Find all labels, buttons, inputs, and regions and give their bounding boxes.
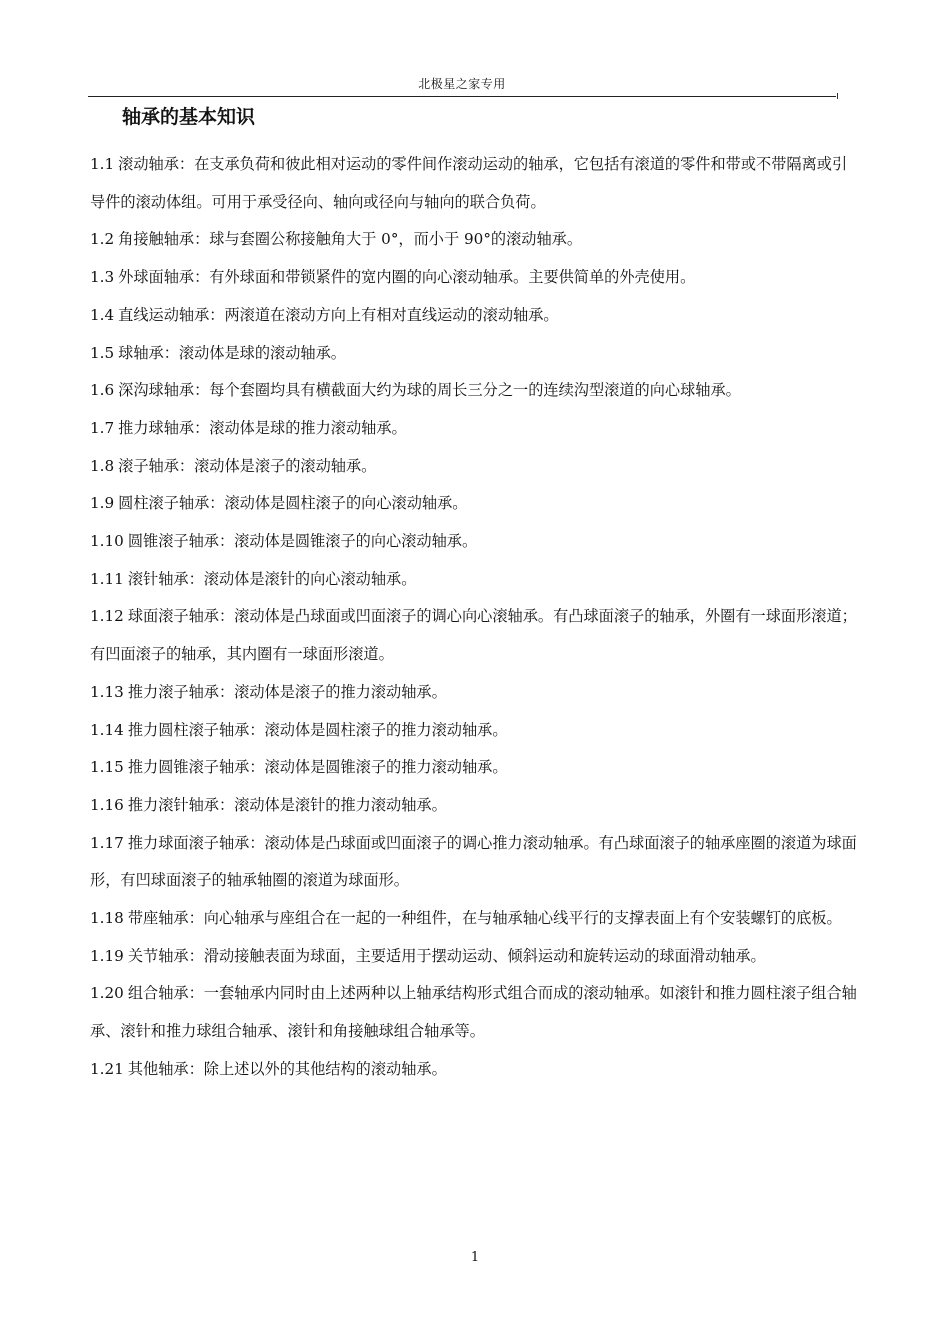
entry-text: 球轴承：滚动体是球的滚动轴承。 (118, 343, 346, 362)
document-title: 轴承的基本知识 (122, 106, 256, 128)
entry-text: 其他轴承：除上述以外的其他结构的滚动轴承。 (127, 1059, 447, 1078)
entry-text: 推力圆锥滚子轴承：滚动体是圆锥滚子的推力滚动轴承。 (127, 758, 508, 777)
entry-text: 推力圆柱滚子轴承：滚动体是圆柱滚子的推力滚动轴承。 (127, 720, 508, 739)
entry-text: 圆柱滚子轴承：滚动体是圆柱滚子的向心滚动轴承。 (118, 494, 468, 513)
entry-number: 1.14 (90, 720, 124, 739)
entry-number: 1.16 (90, 795, 124, 814)
entry-number: 1.5 (90, 343, 115, 362)
entry-text: 推力滚针轴承：滚动体是滚针的推力滚动轴承。 (127, 795, 447, 814)
definition-entry (90, 221, 862, 259)
entry-text: 直线运动轴承：两滚道在滚动方向上有相对直线运动的滚动轴承。 (118, 305, 559, 324)
entry-number: 1.7 (90, 418, 115, 437)
entry-number: 1.3 (90, 268, 115, 287)
definition-entry (90, 259, 862, 297)
entry-text: 深沟球轴承：每个套圈均具有横截面大约为球的周长三分之一的连续沟型滚道的向心球轴承。 (118, 381, 741, 400)
definition-entry (90, 825, 862, 900)
definition-entry (90, 448, 862, 486)
definition-entry (90, 335, 862, 373)
definition-entry (90, 787, 862, 825)
entry-text: 关节轴承：滑动接触表面为球面，主要适用于摆动运动、倾斜运动和旋转运动的球面滑动轴承。 (127, 946, 766, 965)
entry-text: 圆锥滚子轴承：滚动体是圆锥滚子的向心滚动轴承。 (127, 532, 478, 551)
definition-entry (90, 598, 862, 673)
definition-entry (90, 938, 862, 976)
entry-text: 组合轴承：一套轴承内同时由上述两种以上轴承结构形式组合而成的滚动轴承。如滚针和推力圆柱滚子组合轴承、滚针和推力球组合轴承、滚针和角接触球组合轴承等。 (90, 984, 857, 1041)
definition-entry (90, 297, 862, 335)
entry-number: 1.9 (90, 494, 115, 513)
entry-number: 1.13 (90, 682, 124, 701)
definition-entry (90, 900, 862, 938)
definition-entry (90, 485, 862, 523)
entry-number: 1.10 (90, 532, 124, 551)
entry-text: 角接触轴承：球与套圈公称接触角大于 0°，而小于 90°的滚动轴承。 (118, 230, 583, 249)
entry-number: 1.6 (90, 381, 115, 400)
entry-number: 1.17 (90, 833, 124, 852)
entry-number: 1.19 (90, 946, 124, 965)
page-header (88, 74, 836, 97)
definition-entry (90, 975, 862, 1050)
entry-number: 1.4 (90, 305, 115, 324)
definition-entry (90, 410, 862, 448)
page-number: 1 (470, 1250, 480, 1265)
entry-text: 滚子轴承：滚动体是滚子的滚动轴承。 (118, 456, 377, 475)
definition-entry (90, 561, 862, 599)
definition-entry (90, 146, 862, 221)
entry-text: 推力滚子轴承：滚动体是滚子的推力滚动轴承。 (127, 682, 447, 701)
definition-entry (90, 523, 862, 561)
definition-entry (90, 674, 862, 712)
header-text: 北极星之家专用 (418, 77, 506, 91)
entry-number: 1.11 (90, 569, 124, 588)
definition-entry (90, 1051, 862, 1089)
definition-entry (90, 712, 862, 750)
entry-text: 推力球面滚子轴承：滚动体是凸球面或凹面滚子的调心推力滚动轴承。有凸球面滚子的轴承座圈的滚道为球面形，有凹球面滚子的轴承轴圈的滚道为球面形。 (90, 833, 857, 890)
entry-text: 滚针轴承：滚动体是滚针的向心滚动轴承。 (127, 569, 417, 588)
entry-number: 1.21 (90, 1059, 124, 1078)
entry-text: 带座轴承：向心轴承与座组合在一起的一种组件，在与轴承轴心线平行的支撑表面上有个安装螺钉的底板。 (127, 909, 842, 928)
entry-number: 1.18 (90, 909, 124, 928)
definition-entry (90, 749, 862, 787)
entry-number: 1.15 (90, 758, 124, 777)
entry-number: 1.8 (90, 456, 115, 475)
definition-entry (90, 372, 862, 410)
entry-number: 1.20 (90, 984, 124, 1003)
entry-text: 推力球轴承：滚动体是球的推力滚动轴承。 (118, 418, 407, 437)
entry-text: 外球面轴承：有外球面和带锁紧件的宽内圈的向心滚动轴承。主要供简单的外壳使用。 (118, 268, 696, 287)
header-rule-mark (837, 93, 838, 99)
entry-number: 1.2 (90, 230, 115, 249)
entry-text: 球面滚子轴承：滚动体是凸球面或凹面滚子的调心向心滚轴承。有凸球面滚子的轴承，外圈有一球面形滚道；有凹面滚子的轴承，其内圈有一球面形滚道。 (90, 607, 857, 664)
definition-list (90, 146, 862, 1089)
entry-text: 滚动轴承：在支承负荷和彼此相对运动的零件间作滚动运动的轴承，它包括有滚道的零件和带或不带隔离或引导件的滚动体组。可用于承受径向、轴向或径向与轴向的联合负荷。 (90, 155, 848, 211)
entry-number: 1.1 (90, 155, 115, 173)
entry-number: 1.12 (90, 607, 124, 626)
